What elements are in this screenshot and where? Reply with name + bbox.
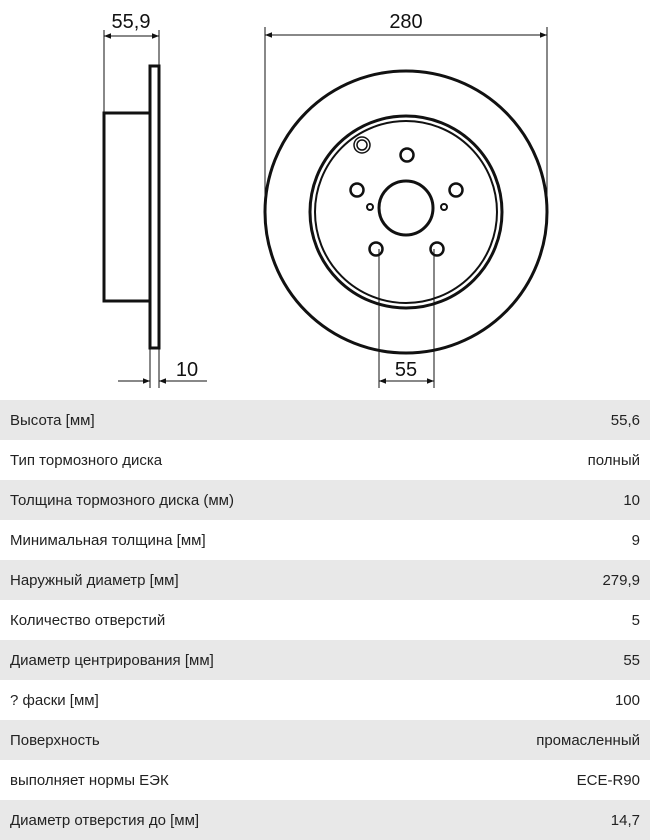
spec-value: 14,7 xyxy=(610,811,640,829)
spec-row-ece-norm xyxy=(0,760,650,800)
spec-row-chamfer xyxy=(0,680,650,720)
height-dimension-label: 55,9 xyxy=(111,11,151,33)
brake-disc-drawing xyxy=(0,0,650,400)
bolt-hole-right xyxy=(450,184,463,197)
set-screw-hole-inner xyxy=(357,140,367,150)
bolt-hole-bottom-right xyxy=(431,243,444,256)
disc-outer-edge xyxy=(265,71,547,353)
front-view xyxy=(265,27,547,388)
spec-label: Высота [мм] xyxy=(10,411,95,429)
side-view xyxy=(104,30,207,388)
hat-outer-ring xyxy=(310,116,502,308)
spec-value: ECE-R90 xyxy=(576,771,640,789)
spec-label: Тип тормозного диска xyxy=(10,451,163,469)
spec-row-centering-diameter xyxy=(0,640,650,680)
spec-label: Наружный диаметр [мм] xyxy=(10,571,179,589)
spec-label: Толщина тормозного диска (мм) xyxy=(10,491,234,509)
spec-label: Поверхность xyxy=(10,731,100,749)
spec-label: ? фаски [мм] xyxy=(10,691,99,709)
spec-row-disc-type xyxy=(0,440,650,480)
spec-label: Диаметр центрирования [мм] xyxy=(10,651,214,669)
spec-row-height xyxy=(0,400,650,440)
spec-value: 279,9 xyxy=(602,571,640,589)
spec-value: 55 xyxy=(623,651,640,669)
spec-row-outer-diameter xyxy=(0,560,650,600)
spec-label: выполняет нормы ЕЭК xyxy=(10,771,169,789)
spec-value: 100 xyxy=(614,691,640,709)
thickness-dimension-label: 10 xyxy=(175,359,199,381)
spec-value: 10 xyxy=(623,491,640,509)
disc-rotor-profile xyxy=(150,66,159,348)
bolt-hole-left xyxy=(351,184,364,197)
specifications-table xyxy=(0,400,650,840)
spec-label: Количество отверстий xyxy=(10,611,166,629)
spec-row-surface xyxy=(0,720,650,760)
spec-row-hole-diameter xyxy=(0,800,650,840)
disc-hat-profile xyxy=(104,113,150,301)
bolt-hole-top xyxy=(401,149,414,162)
locating-hole-right xyxy=(441,204,447,210)
spec-value: 5 xyxy=(631,611,640,629)
spec-value: 9 xyxy=(631,531,640,549)
spec-row-min-thickness xyxy=(0,520,650,560)
spec-value: полный xyxy=(587,451,640,469)
center-bore xyxy=(379,181,433,235)
locating-hole-left xyxy=(367,204,373,210)
spec-value: 55,6 xyxy=(610,411,640,429)
spec-label: Диаметр отверстия до [мм] xyxy=(10,811,200,829)
pcd-dimension-label: 55 xyxy=(394,359,418,381)
spec-row-hole-count xyxy=(0,600,650,640)
bolt-hole-bottom-left xyxy=(370,243,383,256)
spec-label: Минимальная толщина [мм] xyxy=(10,531,206,549)
spec-value: промасленный xyxy=(536,731,640,749)
spec-row-disc-thickness xyxy=(0,480,650,520)
diameter-dimension-label: 280 xyxy=(389,11,423,33)
